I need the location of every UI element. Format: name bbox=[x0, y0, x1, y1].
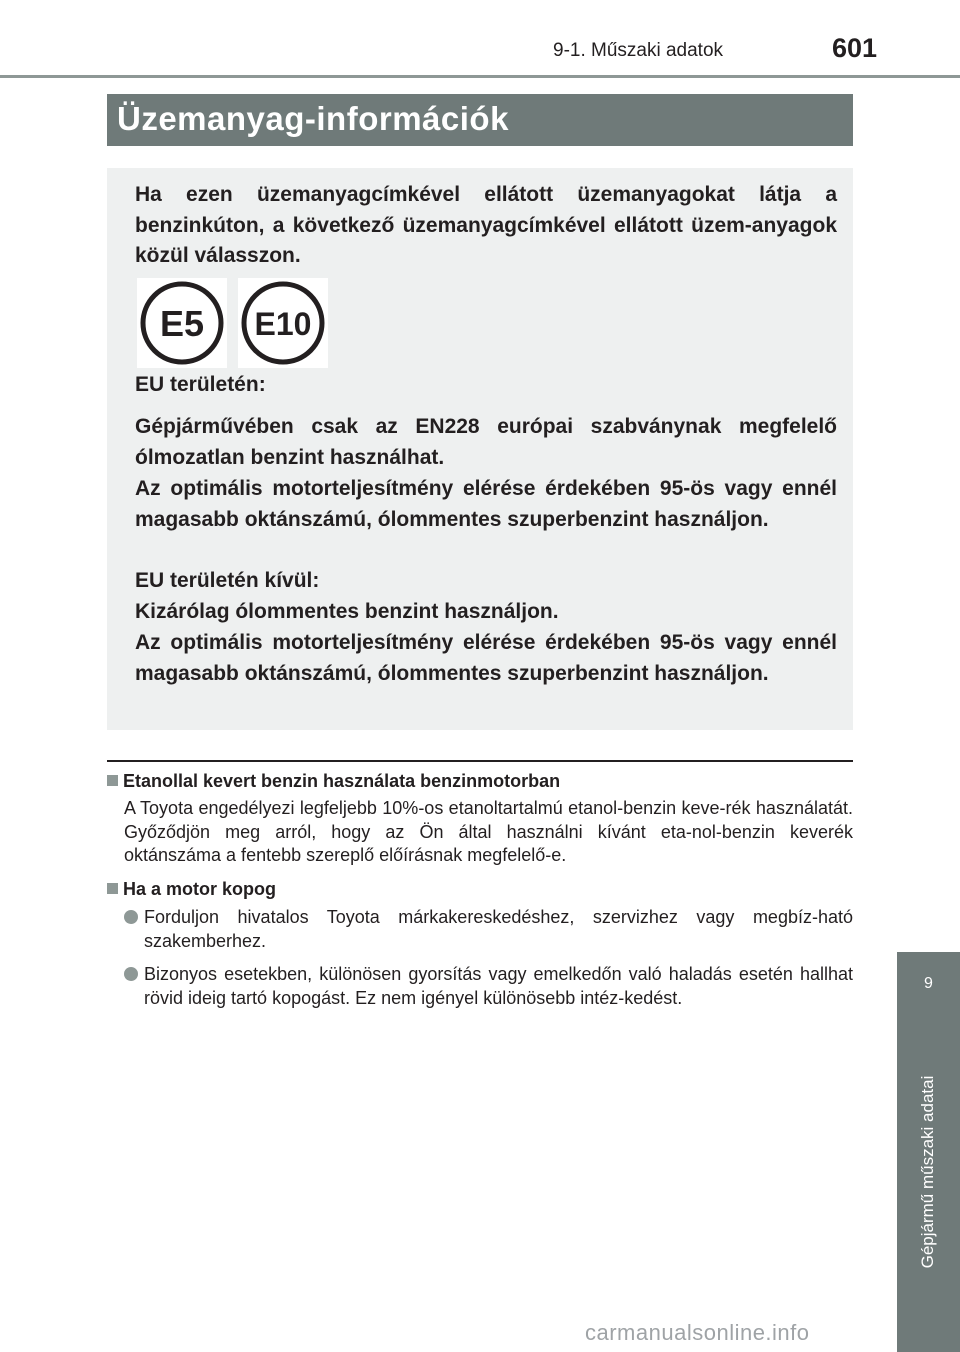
fuel-labels bbox=[137, 278, 332, 368]
square-bullet-icon bbox=[107, 883, 118, 894]
eu-heading: EU területén: bbox=[135, 373, 266, 396]
circle-bullet-icon bbox=[124, 910, 138, 924]
knock-bullet-2-text: Bizonyos esetekben, különösen gyorsítás vagy emelkedőn való haladás esetén hallhat rövid ideig tartó kopogást. Ez nem igényel különösebb intéz-kedést. bbox=[144, 964, 853, 1008]
watermark: carmanualsonline.info bbox=[585, 1320, 810, 1345]
knock-bullet-1-text: Forduljon hivatalos Toyota márkakereskedéshez, szervizhez vagy megbíz-ható szakemberhez. bbox=[144, 907, 853, 951]
fuel-label-e5-icon bbox=[137, 278, 227, 368]
header-divider bbox=[0, 75, 960, 78]
circle-bullet-icon bbox=[124, 967, 138, 981]
fuel-label-e10-text: E10 bbox=[254, 306, 312, 342]
page-title: Üzemanyag-információk bbox=[117, 100, 509, 137]
title-bar bbox=[107, 94, 853, 146]
outside-eu-text: Kizárólag ólommentes benzint használjon. bbox=[135, 600, 559, 623]
knock-heading-text: Ha a motor kopog bbox=[123, 879, 277, 899]
fuel-label-e5-text: E5 bbox=[159, 303, 205, 344]
ethanol-heading bbox=[107, 771, 560, 792]
square-bullet-icon bbox=[107, 775, 118, 786]
page-number: 601 bbox=[832, 33, 878, 63]
ethanol-text: A Toyota engedélyezi legfeljebb 10%-os etanoltartalmú etanol-benzin keve-rék használatát. Győződjön meg arról, hogy az Ön által használni kívánt eta-nol-benzin keverék oktánszáma a fentebb szereplő előírásnak megfelelő-e. bbox=[124, 798, 853, 865]
chapter-label: Gépjármű műszaki adatai bbox=[918, 1075, 937, 1269]
chapter-side-tab bbox=[897, 952, 960, 1352]
fuel-label-e5 bbox=[137, 278, 227, 368]
eu-octane-text: Az optimális motorteljesítmény elérése érdekében 95-ös vagy ennél magasabb oktánszámú, ólommentes szuperbenzint használjon. bbox=[135, 477, 837, 531]
knock-heading bbox=[107, 879, 276, 900]
header-section-title: 9-1. Műszaki adatok bbox=[553, 40, 724, 61]
knock-bullet-2 bbox=[124, 963, 853, 1010]
fuel-label-e10 bbox=[238, 278, 328, 368]
fuel-info-box bbox=[107, 168, 853, 730]
fuel-label-e10-icon bbox=[238, 278, 328, 368]
chapter-number: 9 bbox=[924, 975, 933, 992]
outside-eu-octane-text: Az optimális motorteljesítmény elérése érdekében 95-ös vagy ennél magasabb oktánszámú, ólommentes szuperbenzint használjon. bbox=[135, 631, 837, 685]
section-divider bbox=[107, 760, 853, 762]
ethanol-heading-text: Etanollal kevert benzin használata benzinmotorban bbox=[123, 771, 561, 791]
knock-bullet-1 bbox=[124, 906, 853, 953]
intro-text: Ha ezen üzemanyagcímkével ellátott üzemanyagokat látja a benzinkúton, a következő üzemanyagcímkével ellátott üzem-anyagok közül válasszon. bbox=[135, 183, 837, 267]
outside-eu-heading: EU területén kívül: bbox=[135, 569, 320, 592]
eu-text: Gépjárművében csak az EN228 európai szabványnak megfelelő ólmozatlan benzint használhat. bbox=[135, 415, 837, 469]
